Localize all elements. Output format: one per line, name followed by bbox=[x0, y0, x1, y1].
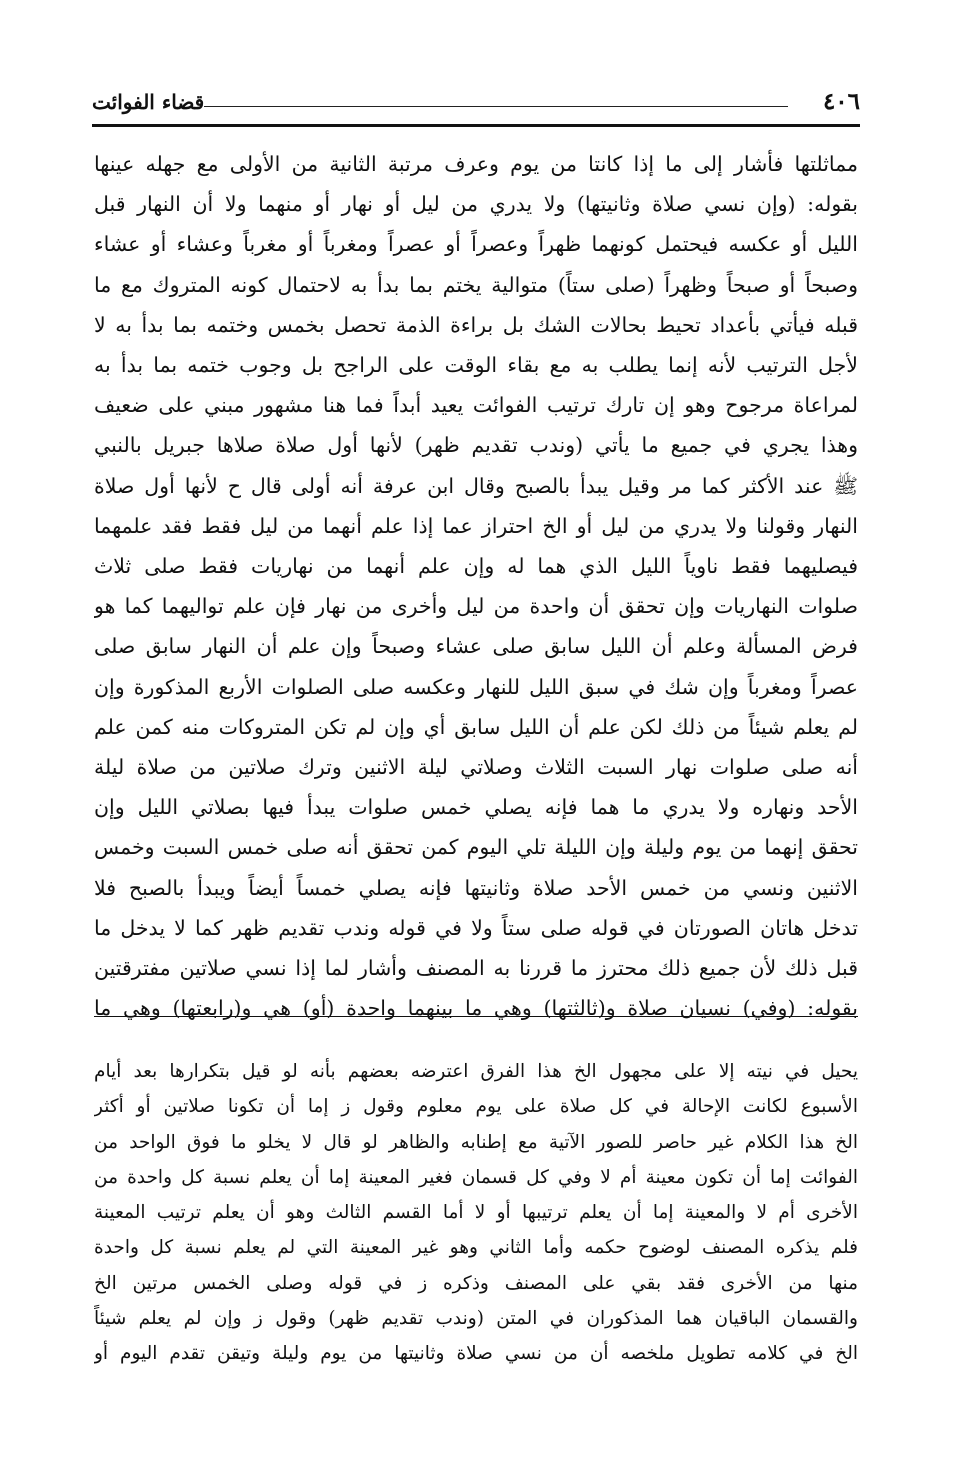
main-line: بقوله: (وإن نسي صلاة وثانيتها) ولا يدري من ليل أو نهار أو منهما ولا أن النهار قبل bbox=[94, 192, 858, 217]
main-line: لأجل الترتيب لأنه إنما يطلب به مع بقاء الوقت على الراجح بل وجوب ختمه بما بدأ به bbox=[94, 353, 858, 378]
footnote-line: الخ في كلامه تطويل ملخصه أن من نسي صلاة وثانيتها من يوم وليلة وتيقن تقدم اليوم أو bbox=[94, 1343, 858, 1365]
footnote-separator bbox=[94, 1016, 858, 1017]
main-line: مماثلتها فأشار إلى ما إذا كانتا من يوم وعرف مرتبة الثانية من الأولى مع جهله عينها bbox=[94, 152, 858, 176]
main-text bbox=[94, 144, 858, 1028]
footnote-line: والقسمان الباقيان هما المذكوران في المتن (وندب تقديم ظهر) وقول ز وإن لم يعلم شيئاً bbox=[94, 1308, 858, 1330]
main-line: صلوات النهاريات وإن تحقق أن واحدة من ليل وأخرى من نهار فإن علم تواليهما كما هو bbox=[94, 594, 858, 619]
page-number: ٤٠٦ bbox=[822, 88, 860, 115]
main-line: وهذا يجري في جميع ما يأتي (وندب تقديم ظهر) لأنها أول صلاة صلاها جبريل بالنبي bbox=[94, 433, 858, 458]
main-line: لم يعلم شيئاً من ذلك لكن علم أن الليل سابق أي وإن لم تكن المتروكات منه كمن علم bbox=[94, 714, 858, 739]
footnote-line: الخ هذا الكلام غير حاصر للصور الآتية مع إطنابه والظاهر لو قال لا يخلو ما فوق الواحد من bbox=[94, 1131, 858, 1153]
running-title: قضاء الفوائت bbox=[92, 90, 205, 114]
footnote-text bbox=[94, 1054, 858, 1372]
main-line: النهار وقولنا ولا يدري من ليل أو الخ احتراز عما إذا علم أنهما من ليل فقط فقد علمهما bbox=[94, 513, 858, 538]
main-line: فرض المسألة وعلم أن الليل سابق صلى عشاء وصبحاً وإن علم أن النهار سابق صلى bbox=[94, 634, 858, 659]
footnote-line: فلم يذكره المصنف لوضوح حكمه وأما الثاني وهو غير المعينة التي لم يعلم نسبة كل واحدة bbox=[94, 1237, 858, 1259]
main-line: قبله فيأتي بأعداد تحيط بحالات الشك بل براءة الذمة تحصل بخمس وختمه بما بدأ به لا bbox=[94, 312, 858, 337]
header-rule bbox=[92, 124, 860, 127]
main-line: الاثنين ونسي من خمس الأحد صلاة وثانيتها فإنه يصلي خمساً أيضاً ويبدأ بالصبح فلا bbox=[94, 875, 858, 900]
main-line: لمراعاة مرجوح وهو إن تارك ترتيب الفوائت يعيد أبداً فما هنا مشهور مبني على ضعيف bbox=[94, 393, 858, 418]
footnote-line: الأخرى أم لا والمعينة إما أن يعلم ترتيبها أو لا أما القسم الثالث وهو أن يعلم ترتيب المعينة bbox=[94, 1202, 858, 1224]
main-line: وصبحاً أو صبحاً وظهراً (صلى ستاً) متوالية يختم بما بدأ به لاحتمال كونه المتروك مع ما bbox=[94, 272, 858, 297]
main-line: أنه صلى صلوات نهار السبت الثلاث وصلاتي ليلة الاثنين وترك صلاتين من صلاة ليلة bbox=[94, 755, 858, 780]
main-line: ﷺ عند الأكثر كما مر وقيل يبدأ بالصبح وقال ابن عرفة أنه أولى قال ح لأنها أول صلاة bbox=[94, 473, 858, 498]
main-line: الأحد ونهاره ولا يدري ما هما فإنه يصلي خمس صلوات يبدأ فيها بصلاتي الليل وإن bbox=[94, 795, 858, 820]
main-line: الليل أو عكسه فيحتمل كونهما ظهراً وعصراً أو عصراً ومغرباً أو مغرباً وعشاء أو عشاء bbox=[94, 232, 858, 257]
footnote-line: يحيل في نيته إلا على مجهول الخ هذا الفرق اعترضه بعضهم بأنه لو قيل بتكرارها بعد أيام bbox=[94, 1061, 858, 1082]
footnote-line: منها من الأخرى فقد بقي على المصنف وذكره ز في قوله وصلى الخمس مرتين الخ bbox=[94, 1272, 858, 1294]
main-line: عصراً ومغرباً وإن شك في سبق الليل للنهار وعكسه صلى الصلوات الأربع المذكورة وإن bbox=[94, 674, 858, 699]
page-header bbox=[92, 84, 860, 124]
footnote-line: الفوائت إما أن تكون معينة أم لا وفي كل قسمان فغير المعينة إما أن يعلم نسبة كل واحدة من bbox=[94, 1166, 858, 1188]
main-line: تحقق إنهما من يوم وليلة وإن الليلة تلي اليوم كمن تحقق أنه صلى خمس السبت وخمس bbox=[94, 835, 858, 860]
main-line: قبل ذلك لأن جميع ذلك محترز ما قررنا به المصنف وأشار لما إذا نسي صلاتين مفترقتين bbox=[94, 956, 858, 981]
main-line: فيصليهما فقط ناوياً الليل الذي هما له وإن علم أنهما من نهاريات فقط صلى ثلاث bbox=[94, 554, 858, 579]
main-line: تدخل هاتان الصورتان في قوله صلى ستاً ولا في قوله وندب تقديم ظهر كما لا يدخل ما bbox=[94, 915, 858, 940]
main-line: بقوله: (وفي) نسيان صلاة و(ثالثتها) وهي ما بينهما واحدة (أو) هي و(رابعتها) وهي ما bbox=[94, 996, 858, 1021]
footnote-line: الأسبوع لكانت الإحالة في كل صلاة على يوم معلوم وقول ز إما أن تكونا صلاتين أو أكثر bbox=[94, 1096, 858, 1118]
header-dash-line bbox=[204, 106, 788, 107]
